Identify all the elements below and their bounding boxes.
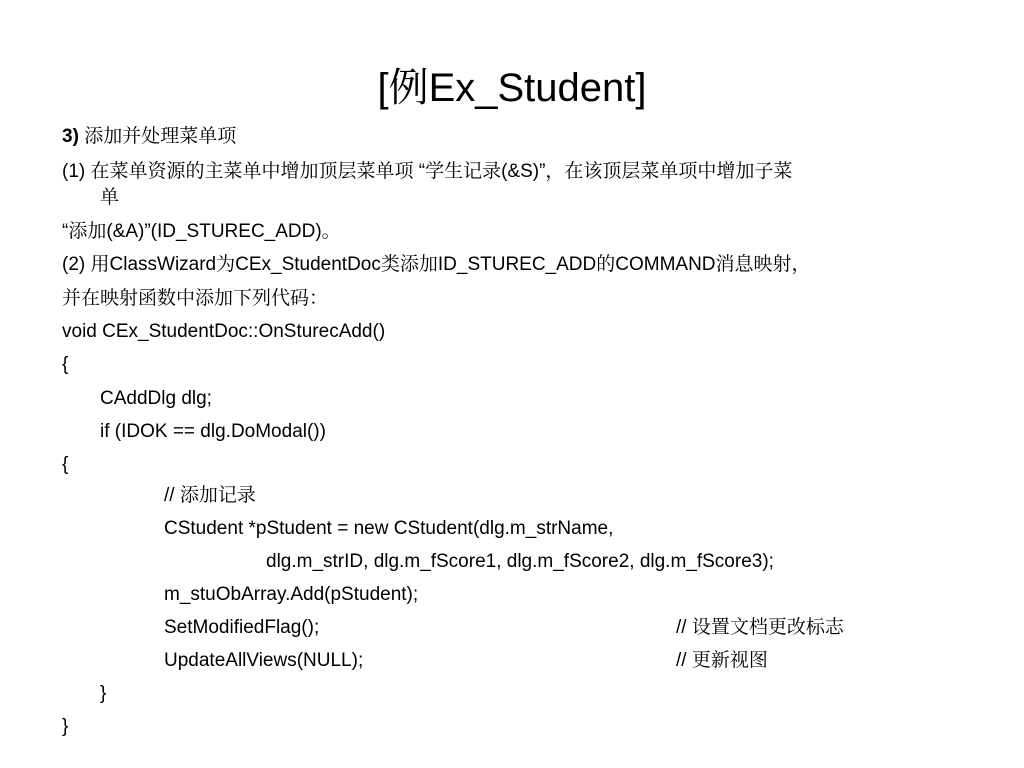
code-line: if (IDOK == dlg.DoModal()) (100, 421, 326, 442)
text-line: (2) 用ClassWizard为CEx_StudentDoc类添加ID_STUREC_ADD的COMMAND消息映射， (62, 254, 811, 275)
code-line: } (62, 716, 69, 737)
code-line: { (62, 354, 69, 375)
step-number: 3) (62, 126, 79, 147)
step-text: 添加并处理菜单项 (84, 126, 237, 147)
code-line: CAddDlg dlg; (100, 388, 212, 409)
text-line: “添加(&A)”(ID_STUREC_ADD)。 (62, 221, 341, 242)
slide-title: [例Ex_Student] (377, 66, 647, 110)
code-line: CStudent *pStudent = new CStudent(dlg.m_strName, (164, 518, 614, 539)
code-line: void CEx_StudentDoc::OnSturecAdd() (62, 321, 386, 342)
code-comment: // 添加记录 (164, 485, 256, 506)
text-line: 并在映射函数中添加下列代码： (62, 288, 329, 309)
step-heading (62, 125, 236, 149)
code-line: UpdateAllViews(NULL); (164, 650, 364, 671)
code-line: { (62, 454, 69, 475)
code-line: dlg.m_strID, dlg.m_fScore1, dlg.m_fScore2, dlg.m_fScore3); (266, 551, 774, 572)
code-line: m_stuObArray.Add(pStudent); (164, 584, 419, 605)
text-line: (1) 在菜单资源的主菜单中增加顶层菜单项 “学生记录(&S)”，在该顶层菜单项中增加子菜 (62, 161, 793, 182)
code-line: SetModifiedFlag(); (164, 617, 320, 638)
code-line: } (100, 683, 107, 704)
code-comment: // 设置文档更改标志 (676, 617, 844, 638)
code-comment: // 更新视图 (676, 650, 768, 671)
text-line: 单 (100, 187, 120, 208)
